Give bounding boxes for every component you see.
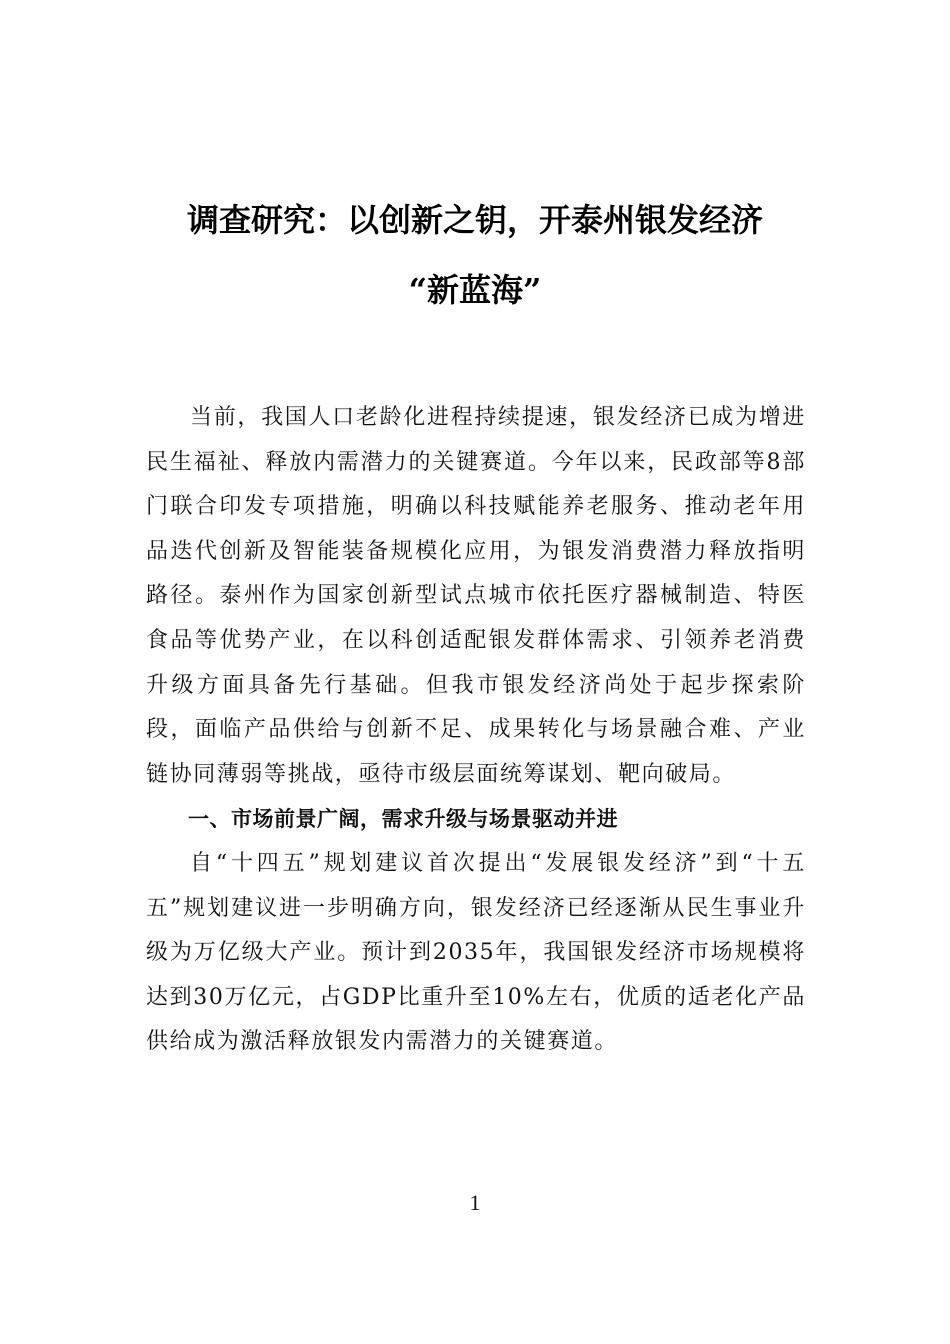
paragraph-intro: 当前，我国人口老龄化进程持续提速，银发经济已成为增进民生福祉、释放内需潜力的关键赛道。今年以来，民政部等8部门联合印发专项措施，明确以科技赋能养老服务、推动老年用品迭代创新及智能装备规模化应用，为银发消费潜力释放指明路径。泰州作为国家创新型试点城市依托医疗器械制造、特医食品等优势产业，在以科创适配银发群体需求、引领养老消费升级方面具备先行基础。但我市银发经济尚处于起步探索阶段，面临产品供给与创新不足、成果转化与场景融合难、产业链协同薄弱等挑战，亟待市级层面统筹谋划、靶向破局。 [146, 405, 806, 787]
section-heading-1: 一、市场前景广阔，需求升级与场景驱动并进 [188, 807, 618, 832]
document-title-line-1: 调查研究：以创新之钥，开泰州银发经济 [186, 201, 763, 239]
document-body [146, 396, 806, 1065]
paragraph-market-outlook: 自“十四五”规划建议首次提出“发展银发经济”到“十五五”规划建议进一步明确方向，银发经济已经逐渐从民生事业升级为万亿级大产业。预计到2035年，我国银发经济市场规模将达到30万亿元，占GDP比重升至10%左右，优质的适老化产品供给成为激活释放银发内需潜力的关键赛道。 [146, 850, 806, 1055]
page-number: 1 [469, 1190, 481, 1215]
document-title-line-2: “新蓝海” [408, 271, 542, 309]
